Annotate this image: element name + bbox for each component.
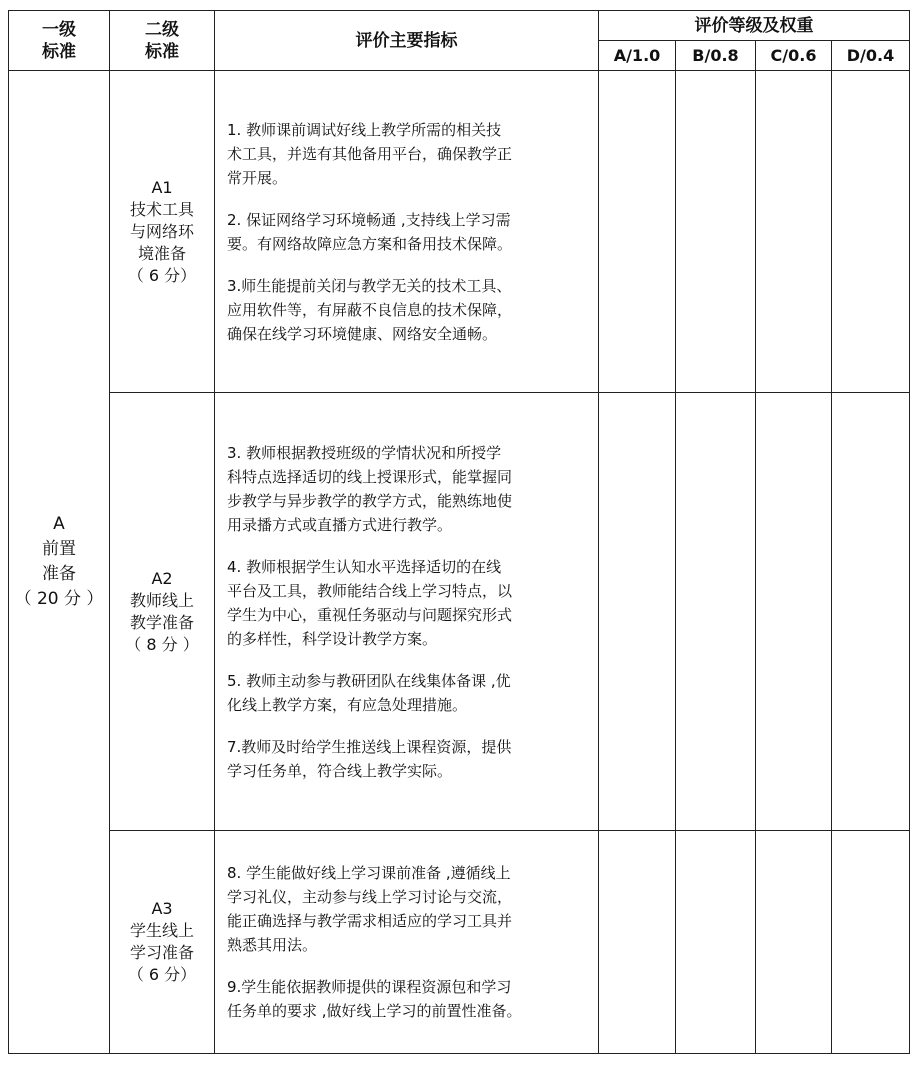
indicator-line: 学生为中心，重视任务驱动与问题探究形式 — [227, 605, 513, 624]
grade-cell-d[interactable] — [832, 393, 910, 831]
level2-line: 与网络环 — [129, 221, 194, 241]
indicator-line: 熟悉其用法。 — [227, 936, 318, 954]
level1-line: 准备 — [42, 564, 76, 584]
indicator-line: 4. 教师根据学生认知水平选择适切的在线 — [227, 557, 502, 576]
indicator-line: 9.学生能依据教师提供的课程资源包和学习 — [227, 978, 512, 996]
grade-group-header: 评价等级及权重 — [599, 11, 910, 41]
grade-header-a: A/1.0 — [599, 41, 676, 71]
grade-cell-b[interactable] — [676, 393, 756, 831]
grade-cell-b[interactable] — [676, 71, 756, 393]
grade-cell-c[interactable] — [756, 71, 832, 393]
indicator-line: 确保在线学习环境健康、网络安全通畅。 — [227, 324, 498, 343]
indicators-cell-a3 — [215, 831, 599, 1054]
level1-header-line: 一级 — [42, 19, 76, 40]
indicators-cell-a1 — [215, 71, 599, 393]
indicator-line: 7.教师及时给学生推送线上课程资源，提供 — [227, 737, 512, 756]
indicator-line: 任务单的要求 ,做好线上学习的前置性准备。 — [227, 1002, 522, 1020]
grade-header-b: B/0.8 — [676, 41, 756, 71]
level2-line: 教师线上 — [129, 590, 194, 610]
indicator-line: 的多样性，科学设计教学方案。 — [227, 629, 438, 648]
grade-cell-c[interactable] — [756, 393, 832, 831]
level1-line: 前置 — [42, 539, 76, 559]
indicator-line: 术工具，并选有其他备用平台，确保教学正 — [227, 144, 513, 163]
level2-line: 境准备 — [137, 243, 186, 263]
grade-header-d: D/0.4 — [832, 41, 910, 71]
indicator-item — [227, 735, 586, 783]
indicator-line: 8. 学生能做好线上学习课前准备 ,遵循线上 — [227, 864, 511, 882]
grade-header-c: C/0.6 — [756, 41, 832, 71]
level2-header-line: 标准 — [145, 41, 179, 62]
indicator-item — [227, 274, 586, 346]
level2-line: （ 6 分） — [127, 965, 197, 984]
indicator-item — [227, 861, 586, 957]
grade-cell-a[interactable] — [599, 831, 676, 1054]
indicator-item — [227, 669, 586, 717]
level2-line: （ 8 分 ） — [125, 634, 199, 654]
level2-line: A1 — [151, 177, 173, 197]
level1-line: A — [53, 514, 65, 534]
level2-cell-a3 — [110, 831, 215, 1054]
indicator-line: 1. 教师课前调试好线上教学所需的相关技 — [227, 120, 502, 139]
level1-header-line: 标准 — [42, 41, 76, 62]
indicator-line: 步教学与异步教学的教学方式，能熟练地使 — [227, 491, 513, 510]
level2-header-line: 二级 — [145, 19, 179, 40]
indicator-line: 科特点选择适切的线上授课形式，能掌握同 — [227, 467, 513, 486]
indicator-line: 2. 保证网络学习环境畅通 ,支持线上学习需 — [227, 210, 511, 229]
level2-line: A2 — [151, 568, 173, 588]
indicator-line: 学习礼仪，主动参与线上学习讨论与交流， — [227, 888, 513, 906]
level2-header — [110, 11, 215, 71]
indicator-line: 3.师生能提前关闭与教学无关的技术工具、 — [227, 276, 512, 295]
indicator-line: 5. 教师主动参与教研团队在线集体备课 ,优 — [227, 671, 511, 690]
grade-cell-b[interactable] — [676, 831, 756, 1054]
indicators-cell-a2 — [215, 393, 599, 831]
level2-cell-a2 — [110, 393, 215, 831]
level2-line: 技术工具 — [129, 199, 194, 219]
indicator-item — [227, 118, 586, 190]
indicator-line: 化线上教学方案，有应急处理措施。 — [227, 695, 468, 714]
grade-cell-d[interactable] — [832, 831, 910, 1054]
indicator-item — [227, 555, 586, 651]
indicator-item — [227, 441, 586, 537]
level2-cell-a1 — [110, 71, 215, 393]
level1-line: （ 20 分 ） — [14, 589, 104, 609]
level2-line: 教学准备 — [129, 612, 194, 632]
level1-header — [9, 11, 110, 71]
indicators-header: 评价主要指标 — [215, 11, 599, 71]
level2-line: 学习准备 — [129, 943, 194, 962]
indicator-line: 3. 教师根据教授班级的学情状况和所授学 — [227, 443, 502, 462]
grade-cell-c[interactable] — [756, 831, 832, 1054]
level2-line: A3 — [151, 899, 173, 918]
level2-line: （ 6 分） — [127, 265, 197, 285]
grade-cell-d[interactable] — [832, 71, 910, 393]
indicator-line: 要。有网络故障应急方案和备用技术保障。 — [227, 234, 513, 253]
indicator-line: 学习任务单，符合线上教学实际。 — [227, 761, 453, 780]
indicator-item — [227, 208, 586, 256]
level2-line: 学生线上 — [129, 921, 194, 940]
indicator-line: 平台及工具，教师能结合线上学习特点，以 — [227, 581, 513, 600]
indicator-item — [227, 975, 586, 1023]
indicator-line: 能正确选择与教学需求相适应的学习工具并 — [227, 912, 513, 930]
indicator-line: 常开展。 — [227, 168, 288, 187]
evaluation-table-wrapper — [8, 10, 910, 1054]
level1-cell — [9, 71, 110, 1054]
grade-cell-a[interactable] — [599, 393, 676, 831]
grade-cell-a[interactable] — [599, 71, 676, 393]
indicator-line: 应用软件等，有屏蔽不良信息的技术保障， — [227, 300, 513, 319]
evaluation-table — [8, 10, 910, 1054]
indicator-line: 用录播方式或直播方式进行教学。 — [227, 515, 453, 534]
